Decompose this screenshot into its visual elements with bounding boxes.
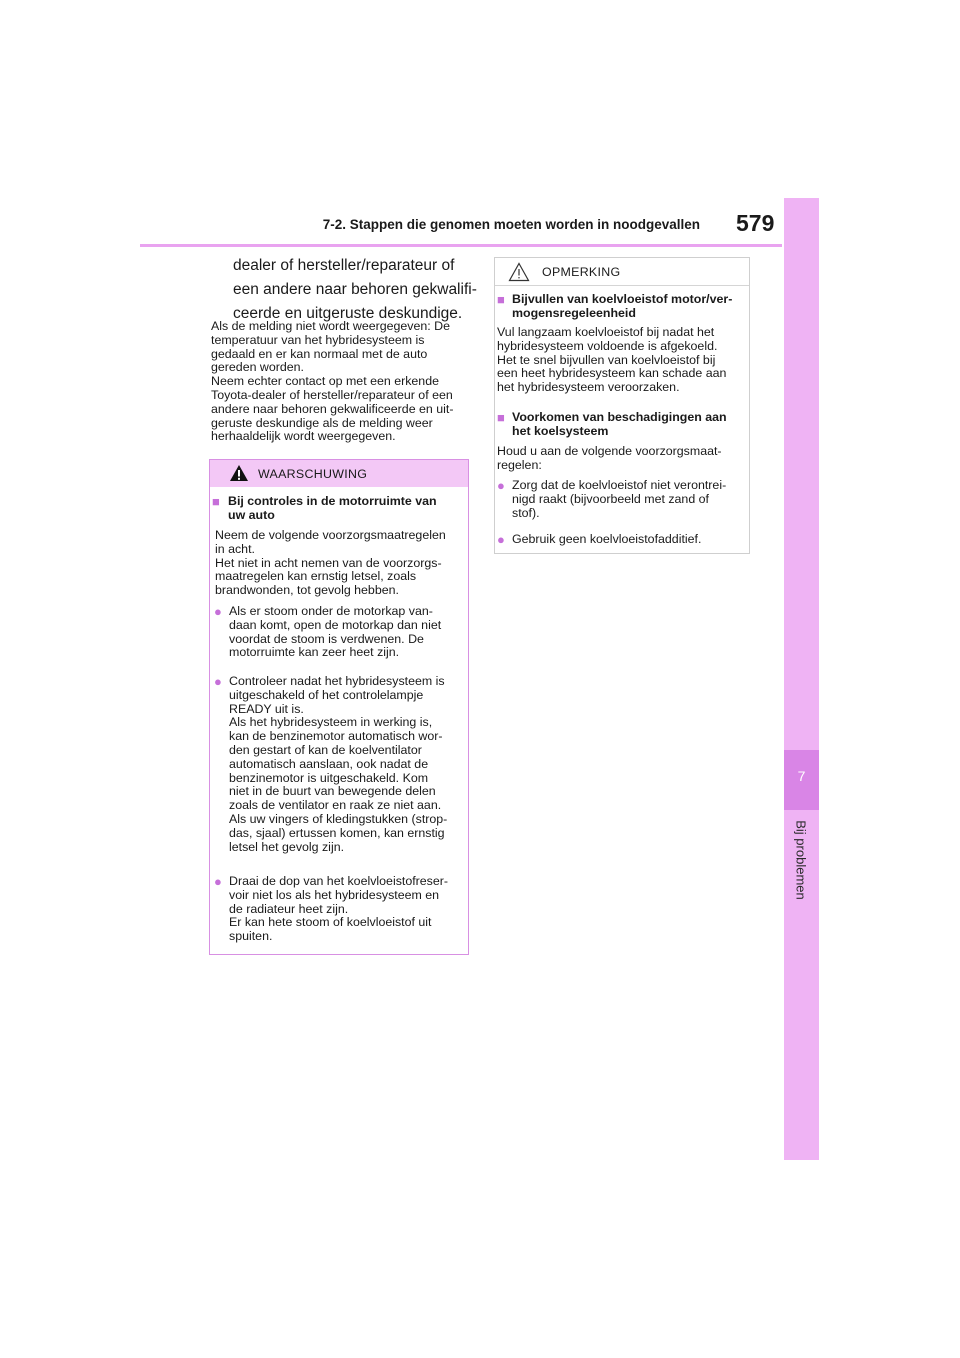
notice-heading-coolant — [512, 293, 748, 321]
bullet-dot: ● — [497, 532, 505, 547]
continued-paragraph — [233, 254, 483, 326]
text-line: het koelsysteem — [512, 423, 609, 438]
text-line: letsel het gevolg zijn. — [229, 839, 345, 854]
text-line: voir niet los als het hybridesysteem en — [229, 887, 440, 902]
text-line: temperatuur van het hybridesysteem is — [211, 332, 425, 347]
text-line: den gestart of kan de koelventilator — [229, 742, 422, 757]
text-line: Als uw vingers of kledingstukken (strop- — [229, 811, 448, 826]
square-marker: ■ — [497, 410, 505, 425]
warning-bullet-cap — [229, 875, 465, 944]
text-line: spuiten. — [229, 929, 273, 944]
text-line: Het te snel bijvullen van koelvloeistof bij — [497, 352, 716, 367]
text-line: Toyota-dealer of hersteller/reparateur of een — [211, 387, 453, 402]
text-line: das, sjaal) ertussen komen, kan ernstig — [229, 825, 445, 840]
text-line: andere naar behoren gekwalificeerde en uit- — [211, 401, 454, 416]
warning-bullet-steam — [229, 605, 465, 660]
notice-paragraph-precautions — [497, 445, 747, 473]
bullet-dot: ● — [214, 874, 222, 889]
text-line: Neem echter contact op met een erkende — [211, 374, 439, 389]
text-line: een heet hybridesysteem kan schade aan — [497, 366, 727, 381]
chapter-number: 7 — [797, 768, 806, 784]
text-line: Neem de volgende voorzorgsmaatregelen — [215, 528, 446, 542]
text-line: voordat de stoom is verdwenen. De — [229, 631, 424, 646]
text-line: nigd raakt (bijvoorbeeld met zand of — [512, 491, 709, 506]
text-line: Als er stoom onder de motorkap van- — [229, 604, 433, 618]
notice-bullet-contamination — [512, 479, 748, 520]
bullet-dot: ● — [214, 604, 222, 619]
warning-title: WAARSCHUWING — [258, 467, 368, 481]
text-line: kan de benzinemotor automatisch wor- — [229, 729, 443, 744]
header-divider — [140, 244, 782, 247]
text-line: de radiateur heet zijn. — [229, 901, 349, 916]
text-line: Draai de dop van het koelvloeistofreser- — [229, 874, 449, 888]
text-line: Gebruik geen koelvloeistofadditief. — [512, 532, 702, 546]
text-line: een andere naar behoren gekwalifi- — [233, 281, 477, 298]
text-line: Er kan hete stoom of koelvloeistof uit — [229, 915, 432, 930]
warning-intro — [215, 529, 465, 598]
text-line: Houd u aan de volgende voorzorgsmaat- — [497, 444, 722, 458]
page-number: 579 — [736, 210, 775, 236]
text-line: niet in de buurt van bewegende delen — [229, 784, 436, 799]
section-title: 7-2. Stappen die genomen moeten worden in noodgevallen — [322, 217, 700, 232]
text-line: uitgeschakeld of het controlelampje — [229, 687, 424, 702]
text-line: het hybridesysteem veroorzaken. — [497, 380, 680, 395]
text-line: regelen: — [497, 457, 542, 472]
text-line: brandwonden, tot gevolg hebben. — [215, 583, 399, 598]
chapter-label: Bij problemen — [793, 820, 809, 900]
text-line: Bij controles in de motorruimte van — [228, 494, 437, 508]
text-line: Vul langzaam koelvloeistof bij nadat het — [497, 325, 715, 339]
text-line: uw auto — [228, 507, 275, 522]
text-line: benzinemotor is uitgeschakeld. Kom — [229, 770, 429, 785]
text-line: maatregelen kan ernstig letsel, zoals — [215, 569, 417, 584]
text-line: mogensregeleenheid — [512, 305, 636, 320]
text-line: gereden worden. — [211, 360, 304, 375]
text-line: ceerde en uitgeruste deskundige. — [233, 305, 463, 322]
chapter-tab — [784, 198, 819, 1160]
info-paragraph — [211, 320, 466, 444]
warning-triangle-icon — [229, 464, 249, 482]
text-line: READY uit is. — [229, 701, 304, 716]
text-line: Bijvullen van koelvloeistof motor/ver- — [512, 292, 733, 306]
text-line: dealer of hersteller/reparateur of — [233, 257, 455, 274]
notice-bullet-additive — [512, 533, 748, 547]
text-line: Als de melding niet wordt weergegeven: De — [211, 319, 450, 333]
square-marker: ■ — [497, 292, 505, 307]
text-line: hybridesysteem voldoende is afgekoeld. — [497, 338, 718, 353]
square-marker: ■ — [212, 494, 220, 509]
warning-heading — [228, 495, 463, 523]
notice-heading-damage — [512, 411, 748, 439]
text-line: gedaald en er kan normaal met de auto — [211, 346, 428, 361]
notice-paragraph-coolant — [497, 326, 747, 395]
text-line: geruste deskundige als de melding weer — [211, 415, 433, 430]
warning-bullet-ready — [229, 675, 465, 854]
text-line: stof). — [512, 505, 540, 520]
notice-header — [495, 258, 749, 286]
text-line: Als het hybridesysteem in werking is, — [229, 715, 433, 730]
text-line: Controleer nadat het hybridesysteem is — [229, 674, 445, 688]
notice-title: OPMERKING — [542, 265, 621, 279]
text-line: zoals de ventilator en raak ze niet aan. — [229, 798, 442, 813]
text-line: automatisch aanslaan, ook nadat de — [229, 756, 429, 771]
text-line: motorruimte kan zeer heet zijn. — [229, 645, 400, 660]
text-line: Voorkomen van beschadigingen aan — [512, 410, 727, 424]
text-line: Zorg dat de koelvloeistof niet verontrei- — [512, 478, 727, 492]
text-line: Het niet in acht nemen van de voorzorgs- — [215, 555, 442, 570]
text-line: daan komt, open de motorkap dan niet — [229, 617, 442, 632]
bullet-dot: ● — [214, 674, 222, 689]
text-line: herhaaldelijk wordt weergegeven. — [211, 429, 396, 444]
bullet-dot: ● — [497, 478, 505, 493]
text-line: in acht. — [215, 541, 255, 556]
caution-triangle-outline-icon — [508, 262, 530, 282]
